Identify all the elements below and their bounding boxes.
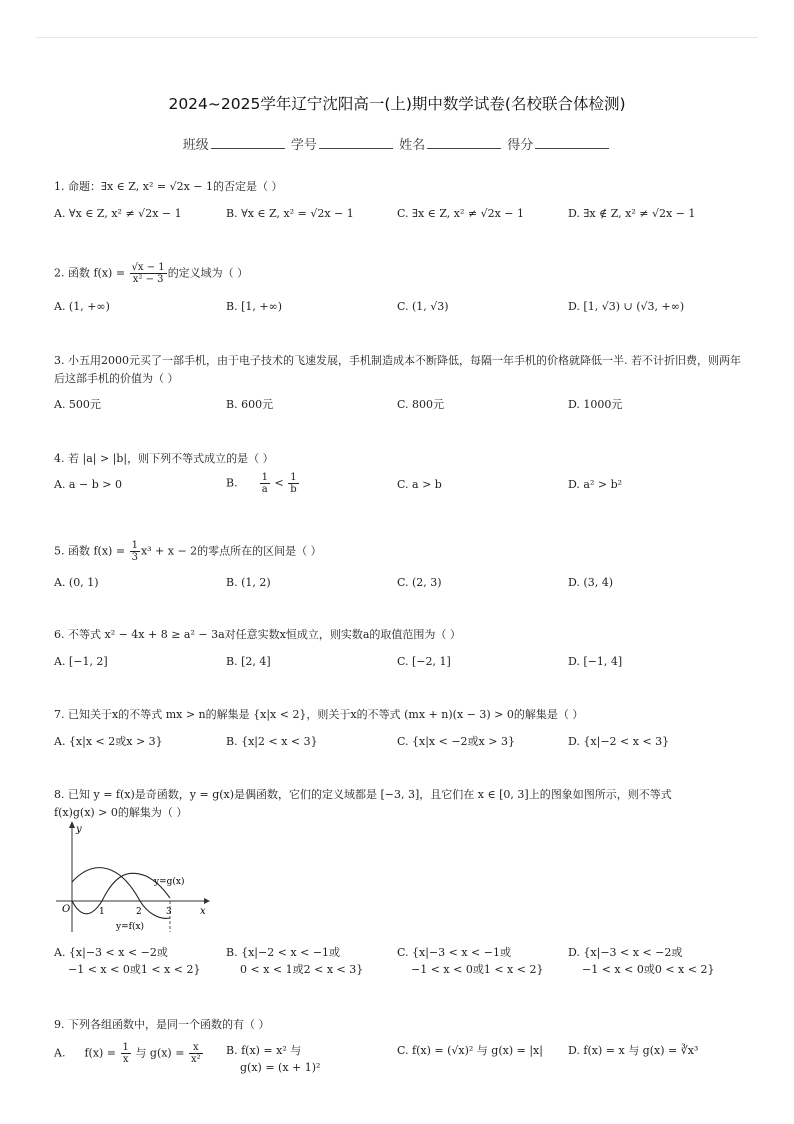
- x-axis-label: x: [200, 906, 206, 917]
- id-label: 学号: [290, 138, 317, 153]
- option-c[interactable]: C. {x|x < −2或x > 3}: [397, 735, 515, 748]
- fraction-numerator: 1: [122, 1042, 129, 1053]
- option-d[interactable]: D. {x|−2 < x < 3}: [568, 735, 670, 748]
- stem-text: 5. 函数 f(x) =: [54, 544, 129, 558]
- question-4: [54, 450, 744, 495]
- option-line: g(x) = (x + 1)²: [240, 1061, 321, 1074]
- g-curve-label: y=g(x): [154, 877, 185, 887]
- option-line: −1 < x < 0或0 < x < 2}: [582, 963, 715, 976]
- question-7: [54, 706, 744, 748]
- option-b[interactable]: B. [1, +∞): [226, 300, 283, 313]
- option-a[interactable]: A. a − b > 0: [54, 478, 122, 491]
- option-line: −1 < x < 0或1 < x < 2}: [68, 963, 201, 976]
- origin-label: O: [62, 904, 71, 915]
- y-axis-arrow: [69, 821, 75, 828]
- tick-label-1: 1: [99, 907, 105, 917]
- option-a[interactable]: A. ∀x ∈ Z, x² ≠ √2x − 1: [54, 207, 182, 220]
- option-line: B. f(x) = x² 与: [226, 1044, 302, 1057]
- option-line: C. {x|−3 < x < −1或: [397, 946, 511, 959]
- fraction-numerator: 1: [288, 472, 298, 484]
- name-blank[interactable]: [427, 136, 501, 149]
- option-a[interactable]: [54, 1042, 204, 1065]
- option-line: −1 < x < 0或1 < x < 2}: [411, 963, 544, 976]
- question-stem: 7. 已知关于x的不等式 mx > n的解集是 {x|x < 2}，则关于x的不等式 (mx + n)(x − 3) > 0的解集是（ ）: [54, 708, 584, 721]
- score-label: 得分: [507, 138, 534, 153]
- question-9: [54, 1016, 744, 1074]
- option-b[interactable]: B. 600元: [226, 398, 274, 411]
- option-a[interactable]: [54, 944, 200, 978]
- fraction-numerator: x: [189, 1042, 203, 1054]
- g-curve: [72, 868, 170, 919]
- option-line: 0 < x < 1或2 < x < 3}: [240, 963, 364, 976]
- class-label: 班级: [182, 138, 209, 153]
- option-c[interactable]: C. f(x) = (√x)² 与 g(x) = |x|: [397, 1044, 543, 1057]
- y-axis-label: y: [76, 824, 82, 835]
- fraction-denominator: 3: [131, 552, 138, 563]
- option-d[interactable]: D. [1, √3) ∪ (√3, +∞): [568, 300, 685, 313]
- question-stem: 4. 若 |a| > |b|，则下列不等式成立的是（ ）: [54, 452, 274, 465]
- tick-label-2: 2: [136, 907, 142, 917]
- stem-text: 2. 函数 f(x) =: [54, 266, 129, 280]
- option-d[interactable]: D. (3, 4): [568, 576, 613, 589]
- option-c[interactable]: C. (2, 3): [397, 576, 442, 589]
- x-axis-arrow: [204, 898, 210, 904]
- question-stem: 9. 下列各组函数中，是同一个函数的有（ ）: [54, 1018, 270, 1031]
- fraction-denominator: x: [122, 1054, 129, 1065]
- student-info-line: [0, 134, 794, 153]
- option-c[interactable]: C. 800元: [397, 398, 445, 411]
- fraction-denominator: x² − 3: [132, 274, 164, 285]
- option-line: D. {x|−3 < x < −2或: [568, 946, 683, 959]
- option-c[interactable]: [397, 944, 543, 978]
- option-a[interactable]: A. 500元: [54, 398, 101, 411]
- question-5: [54, 540, 744, 589]
- question-8: [54, 786, 744, 822]
- option-fraction-f: [121, 1042, 131, 1065]
- fraction-numerator: 1: [261, 472, 268, 483]
- question-stem: [54, 540, 744, 563]
- tick-label-3: 3: [166, 907, 172, 917]
- option-text: 与 g(x) =: [131, 1046, 188, 1060]
- option-line: A. {x|−3 < x < −2或: [54, 946, 168, 959]
- option-d[interactable]: D. f(x) = x 与 g(x) = ∛x³: [568, 1044, 699, 1057]
- question-6: [54, 626, 744, 668]
- stem-text: x³ + x − 2的零点所在的区间是（ ）: [140, 544, 322, 558]
- option-d[interactable]: D. 1000元: [568, 398, 623, 411]
- question-stem: [54, 262, 744, 285]
- option-b[interactable]: B. {x|2 < x < 3}: [226, 735, 318, 748]
- option-label: A.: [54, 1046, 66, 1060]
- option-fraction-left: [260, 472, 270, 495]
- fraction-numerator: 1: [131, 540, 138, 551]
- option-b[interactable]: B. (1, 2): [226, 576, 271, 589]
- score-blank[interactable]: [535, 136, 609, 149]
- option-d[interactable]: D. ∃x ∉ Z, x² ≠ √2x − 1: [568, 207, 696, 220]
- question-stem: 8. 已知 y = f(x)是奇函数，y = g(x)是偶函数，它们的定义域都是 [−3, 3]，且它们在 x ∈ [0, 3]上的图象如图所示，则不等式: [54, 788, 672, 801]
- exam-title: 2024~2025学年辽宁沈阳高一(上)期中数学试卷(名校联合体检测): [168, 95, 626, 113]
- fraction-denominator: x²: [190, 1054, 201, 1065]
- option-b[interactable]: B. ∀x ∈ Z, x² = √2x − 1: [226, 207, 354, 220]
- header-rule: [36, 37, 758, 38]
- question-stem: 3. 小五用2000元买了一部手机，由于电子技术的飞速发展，手机制造成本不断降低，每隔一年手机的价格就降低一半. 若不计折旧费，则两年后这部手机的价值为（ ）: [54, 354, 741, 385]
- option-b[interactable]: B. [2, 4]: [226, 655, 271, 668]
- option-a[interactable]: A. [−1, 2]: [54, 655, 108, 668]
- question-2: [54, 262, 744, 313]
- option-b[interactable]: [226, 1042, 320, 1076]
- option-fraction-g: [189, 1042, 203, 1065]
- name-label: 姓名: [399, 138, 426, 153]
- f-curve-label: y=f(x): [116, 922, 145, 932]
- option-d[interactable]: D. [−1, 4]: [568, 655, 623, 668]
- fraction-numerator: √x − 1: [131, 262, 165, 273]
- option-d[interactable]: D. a² > b²: [568, 478, 623, 491]
- option-c[interactable]: C. [−2, 1]: [397, 655, 451, 668]
- option-c[interactable]: C. ∃x ∈ Z, x² ≠ √2x − 1: [397, 207, 525, 220]
- question-stem: 1. 命题：∃x ∈ Z, x² = √2x − 1的否定是（ ）: [54, 180, 283, 193]
- question-3: [54, 352, 744, 411]
- stem-fraction: [130, 262, 167, 285]
- option-a[interactable]: A. (1, +∞): [54, 300, 110, 313]
- stem-fraction: [130, 540, 140, 563]
- stem-text: 的定义域为（ ）: [167, 266, 249, 280]
- option-a[interactable]: A. (0, 1): [54, 576, 99, 589]
- option-c[interactable]: C. (1, √3): [397, 300, 449, 313]
- less-than-sign: <: [274, 476, 284, 490]
- question-1: [54, 178, 744, 220]
- question-stem: 6. 不等式 x² − 4x + 8 ≥ a² − 3a对任意实数x恒成立，则实数a的取值范围为（ ）: [54, 628, 461, 641]
- fraction-denominator: b: [290, 484, 297, 495]
- function-graph: [54, 820, 214, 938]
- option-label: B.: [226, 476, 238, 490]
- option-d[interactable]: [568, 944, 714, 978]
- question-stem-line2: f(x)g(x) > 0的解集为（ ）: [54, 806, 188, 819]
- option-b[interactable]: [226, 944, 363, 978]
- option-c[interactable]: C. a > b: [397, 478, 442, 491]
- option-text: f(x) =: [84, 1046, 120, 1060]
- option-b[interactable]: [226, 472, 300, 495]
- id-blank[interactable]: [319, 136, 393, 149]
- option-a[interactable]: A. {x|x < 2或x > 3}: [54, 735, 163, 748]
- fraction-denominator: a: [261, 484, 268, 495]
- class-blank[interactable]: [211, 136, 285, 149]
- option-line: B. {x|−2 < x < −1或: [226, 946, 341, 959]
- option-fraction-right: [288, 472, 298, 495]
